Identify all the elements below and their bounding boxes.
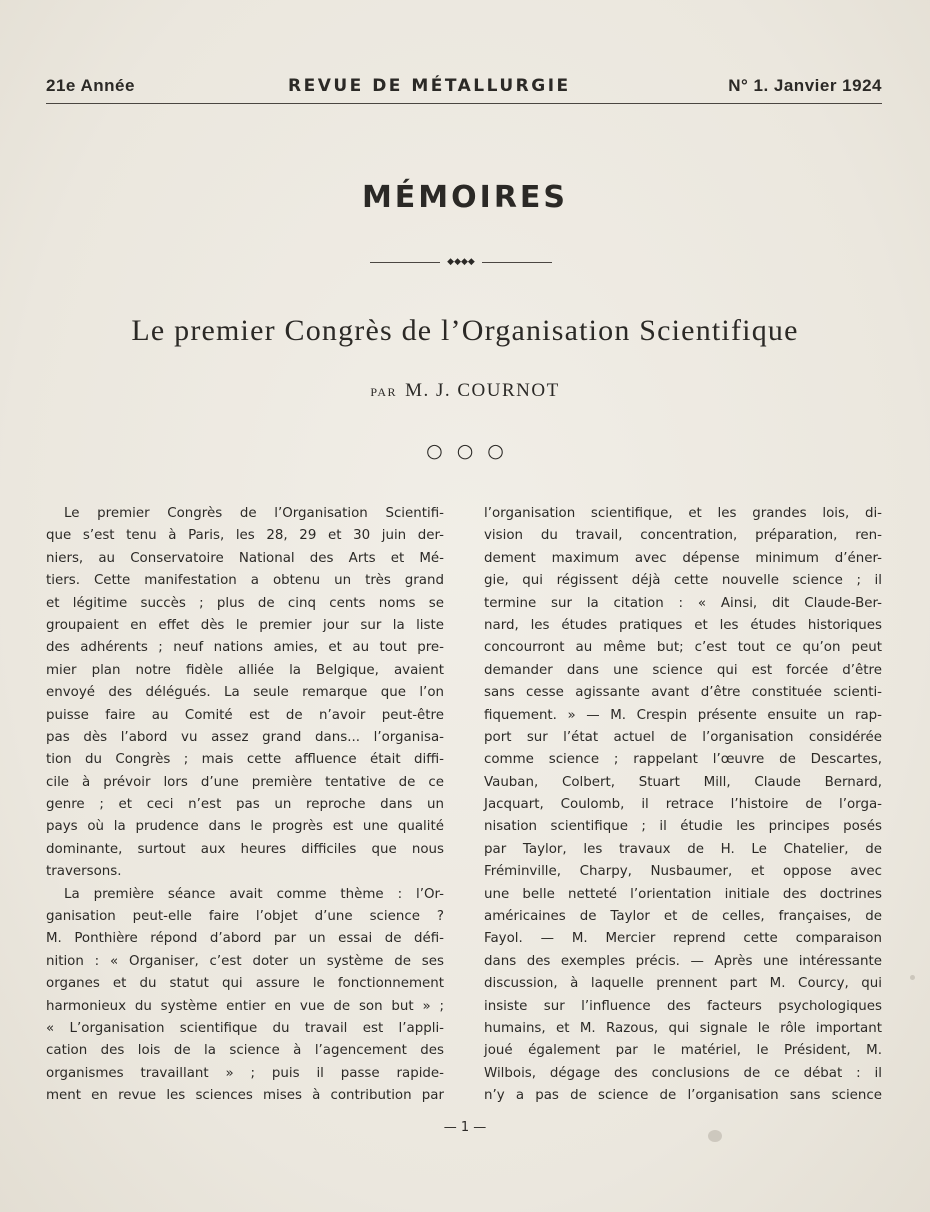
text-line: vision du travail, concentration, préparation, ren- <box>484 528 882 544</box>
text-line: Wilbois, dégage des conclusions de ce débat : il <box>484 1065 882 1081</box>
text-line: ganisation peut-elle faire l’objet d’une science ? <box>46 909 444 925</box>
article-title: Le premier Congrès de l’Organisation Scientifique <box>131 314 799 347</box>
text-line: dement maximum avec dépense minimum d’éner- <box>484 550 882 566</box>
text-line: M. Ponthière répond d’abord par un essai de défi- <box>46 931 444 947</box>
text-line: par Taylor, les travaux de H. Le Chatelier, de <box>484 841 882 857</box>
text-line: ment en revue les sciences mises à contribution par <box>46 1088 444 1104</box>
text-line: pays où la prudence dans le progrès est une qualité <box>46 819 444 835</box>
paper-smudge <box>708 1130 722 1142</box>
text-line: La première séance avait comme thème : l’Or- <box>64 886 444 902</box>
right-column <box>484 503 882 1108</box>
text-line: « L’organisation scientifique du travail est l’appli- <box>46 1020 444 1036</box>
section-title: MÉMOIRES <box>361 180 569 215</box>
text-line: cile à prévoir lors d’une première tentative de ce <box>46 774 444 790</box>
text-line: que s’est tenu à Paris, les 28, 29 et 30 juin der- <box>46 528 444 544</box>
ornament-line-right <box>482 262 552 263</box>
text-line: mier plan notre fidèle alliée la Belgique, avaient <box>46 662 444 678</box>
text-line: harmonieux du système entier en vue de son but » ; <box>46 998 444 1014</box>
text-line: discussion, à laquelle prennent part M. Courcy, qui <box>484 976 882 992</box>
circle-divider-icon: ○○○ <box>426 440 518 462</box>
text-line: tion du Congrès ; mais cette affluence était diffi- <box>46 752 444 768</box>
text-line: joué également par le matériel, le Président, M. <box>484 1043 882 1059</box>
text-line: groupaient en effet dès le premier jour sur la liste <box>46 617 444 633</box>
diamond-ornament-icon: ◆◆◆◆ <box>447 257 475 267</box>
text-line: des adhérents ; neuf nations amies, et au tout pre- <box>46 640 444 656</box>
text-line: sans cesse agissante avant d’être constituée scienti- <box>484 685 882 701</box>
text-line: nisation scientifique ; il étudie les principes posés <box>484 819 882 835</box>
ornament-line-left <box>370 262 440 263</box>
text-line: américaines de Taylor et de celles, françaises, de <box>484 909 882 925</box>
text-line: pas dès l’abord vu assez grand dans... l’organisa- <box>46 729 444 745</box>
text-line: fiquement. » — M. Crespin présente ensuite un rap- <box>484 707 882 723</box>
text-line: gie, qui régissent déjà cette nouvelle science ; il <box>484 573 882 589</box>
text-line: niers, au Conservatoire National des Arts et Mé- <box>46 550 444 566</box>
byline <box>0 380 930 402</box>
text-line: et légitime succès ; plus de cinq cents noms se <box>46 595 444 611</box>
text-line: concourront au même but; c’est tout ce qu’on peut <box>484 640 882 656</box>
section-ornament <box>370 254 552 270</box>
text-line: Le premier Congrès de l’Organisation Scientifi- <box>64 506 444 521</box>
text-line: insiste sur l’influence des facteurs psychologiques <box>484 998 882 1014</box>
header-rule <box>46 103 882 104</box>
issue-date: N° 1. Janvier 1924 <box>728 76 882 95</box>
author-name: M. J. COURNOT <box>405 380 560 401</box>
text-line: organes et du statut qui assure le fonctionnement <box>46 976 444 992</box>
text-line: traversons. <box>46 864 122 880</box>
text-line: Jacquart, Coulomb, il retrace l’histoire de l’orga- <box>484 797 882 813</box>
left-column <box>46 503 444 1108</box>
text-line: nard, les études pratiques et les études historiques <box>484 617 882 633</box>
text-line: comme science ; rappelant l’œuvre de Descartes, <box>484 752 882 768</box>
volume-year: 21e Année <box>46 76 135 95</box>
text-line: Fayol. — M. Mercier reprend cette comparaison <box>484 931 882 947</box>
text-line: puisse faire au Comité est de n’avoir peut-être <box>46 707 444 723</box>
text-line: une belle netteté l’orientation initiale des doctrines <box>484 886 882 902</box>
text-line: nition : « Organiser, c’est doter un système de ses <box>46 953 444 969</box>
text-line: humains, et M. Razous, qui signale le rôle important <box>484 1020 882 1036</box>
text-line: genre ; et ceci n’est pas un reproche dans un <box>46 797 444 813</box>
text-line: organismes travaillant » ; puis il passe rapide- <box>46 1065 444 1081</box>
text-line: dominante, surtout aux heures difficiles que nous <box>46 841 444 857</box>
text-line: l’organisation scientifique, et les grandes lois, di- <box>484 506 882 521</box>
text-line: dans des exemples précis. — Après une intéressante <box>484 953 882 969</box>
page-number: — 1 — <box>443 1120 487 1135</box>
text-line: tiers. Cette manifestation a obtenu un très grand <box>46 573 444 589</box>
running-header <box>46 76 882 102</box>
text-line: Vauban, Colbert, Stuart Mill, Claude Bernard, <box>484 774 882 790</box>
text-line: envoyé des délégués. La seule remarque que l’on <box>46 685 444 701</box>
text-line: Fréminville, Charpy, Nusbaumer, et oppose avec <box>484 864 882 880</box>
byline-prefix: PAR <box>370 385 398 399</box>
journal-title: REVUE DE MÉTALLURGIE <box>288 76 571 96</box>
text-line: port sur l’état actuel de l’organisation considérée <box>484 729 882 745</box>
text-line: n’y a pas de science de l’organisation sans science <box>484 1088 882 1104</box>
text-line: cation des lois de la science à l’agencement des <box>46 1043 444 1059</box>
paper-smudge <box>910 975 915 980</box>
text-line: termine sur la citation : « Ainsi, dit Claude-Ber- <box>484 595 882 611</box>
text-line: demander dans une science qui est forcée d’être <box>484 662 882 678</box>
